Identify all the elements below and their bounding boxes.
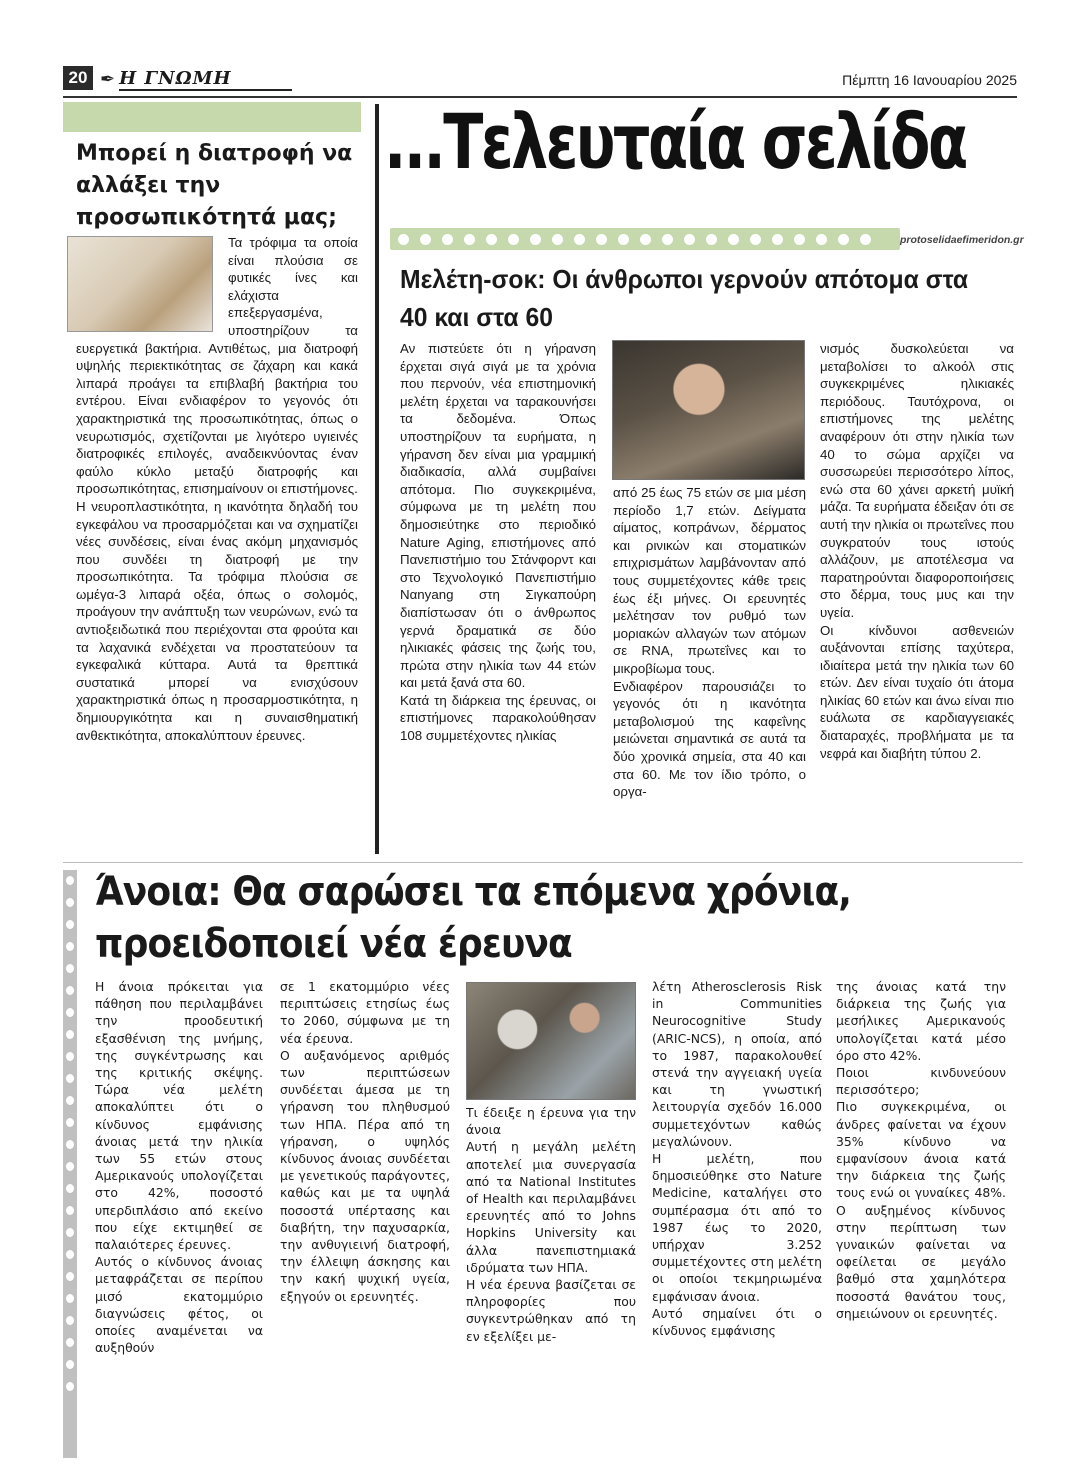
bottom-subheading: Τι έδειξε η έρευνα για την άνοια [466, 1105, 636, 1138]
mid-col3-paragraph: Οι κίνδυνοι ασθενειών αυξάνονται επίσης ταχύτερα, ιδιαίτερα μετά την ηλικία των 60 ετών. Δεν είναι τυχαίο ότι άτομα ηλικίας 60 ετών και άνω είναι πιο ευάλωτα σε καρδιαγγειακές διαταραχές, προβλήματα με τα νεφρά και διαβήτη τύπου 2. [820, 622, 1014, 761]
mid-col1-paragraph: Κατά τη διάρκεια της έρευνας, οι επιστήμονες παρακολούθησαν 108 συμμετέχοντες ηλικίας [400, 692, 596, 744]
mid-col2-paragraph: από 25 έως 75 ετών σε μια μέση περίοδο 1,7 ετών. Δείγματα αίματος, κοπράνων, δέρματος και ρινικών και στοματικών επιχρισμάτων λαμβάνονταν από τους συμμετέχοντες κάθε τρεις έως έξι μήνες. Οι ερευνητές μελέτησαν τον ρυθμό των μοριακών αλλαγών των ατόμων σε RNA, πρωτεΐνες και το μικροβίωμα τους. [613, 485, 806, 676]
bottom-column-1 [95, 978, 263, 1356]
left-paragraph-2: Η νευροπλαστικότητα, η ικανότητα δηλαδή του εγκεφάλου να προσαρμόζεται και να σχηματίζει νέες συνδέσεις, είναι ένας ακόμη μηχανισμός που συνδέει τη διατροφή με την προσωπικότητα. Τα τρόφιμα πλούσια σε ωμέγα-3 λιπαρά οξέα, όπως ο σολομός, προάγουν την ανάπτυξη των νευρώνων, ενώ τα αντιοξειδωτικά που περιέχονται στα φρούτα και τα λαχανικά ενδέχεται να προστατεύουν τα εγκεφαλικά κύτταρα. Αυτά τα θρεπτικά συστατικά μπορεί να ενισχύσουν χαρακτηριστικά όπως η προσαρμοστικότητα, η δημιουργικότητα και η συναισθηματική ανθεκτικότητα, αποκαλύπτουν έρευνες. [76, 498, 358, 743]
bottom-col2-paragraph: Ο αυξανόμενος αριθμός των περιπτώσεων συνδέεται άμεσα με τη γήρανση του πληθυσμού των ΗΠΑ. Πέρα από τη γήρανση, ο υψηλός κίνδυνος άνοιας συνδέεται με γενετικούς παράγοντες, καθώς και με τα υψηλά ποσοστά υπέρτασης και διαβήτη, την παχυσαρκία, την ανθυγιεινή διατροφή, την έλλειψη άσκησης και την κακή ψυχική υγεία, εξηγούν οι ερευνητές. [280, 1047, 450, 1304]
film-strip-decoration [63, 870, 77, 1458]
masthead [100, 64, 292, 94]
bottom-article-title: Άνοια: Θα σαρώσει τα επόμενα χρόνια, προειδοποιεί νέα έρευνα [95, 869, 852, 967]
bottom-col3-paragraph: Αυτή η μεγάλη μελέτη αποτελεί μια συνεργασία από τα National Institutes of Health και περιλαμβάνει ερευνητές από το Johns Hopkins University και άλλα πανεπιστημιακά ιδρύματα των ΗΠΑ. [466, 1139, 636, 1275]
mid-column-1 [400, 340, 596, 745]
paper-name: Η ΓΝΩΜΗ [119, 68, 291, 91]
caregiver-photo [466, 982, 636, 1100]
left-banner [63, 102, 361, 132]
bottom-column-5 [836, 978, 1006, 1322]
dots-banner [390, 228, 900, 250]
bottom-col4-paragraph: λέτη Atherosclerosis Risk in Communities Neurocognitive Study (ARIC-NCS), η οποία, από το 1987, παρακολουθεί στενά την αγγειακή υγεία και τη γνωστική λειτουργία σχεδόν 16.000 συμμετεχόντων καθώς μεγαλώνουν. [652, 979, 822, 1149]
quill-icon: ✒ [100, 68, 116, 89]
mid-col3-paragraph: νισμός δυσκολεύεται να μεταβολίσει το αλκοόλ στις συγκεκριμένες ηλικιακές περιόδους. Ταυτόχρονα, οι επιστήμονες της μελέτης αναφέρουν ότι στην ηλικία των 40 το σώμα αρχίζει να συσσωρεύει περισσότερο λίπος, ενώ στα 60 χάνει αρκετή μυϊκή μάζα. Τα ευρήματα έδειξαν ότι σε αυτή την ηλικία οι πρωτεΐνες που συγκρατούν τους ιστούς αλλάζουν, με αποτέλεσμα να παρατηρούνται διαφοροποιήσεις στο δέρμα, τους μυς και την υγεία. [820, 341, 1014, 620]
left-article-body [76, 234, 358, 744]
mid-article-title: Μελέτη-σοκ: Οι άνθρωποι γερνούν απότομα στα 40 και στα 60 [400, 264, 969, 332]
left-paragraph-1: Τα τρόφιμα τα οποία είναι πλούσια σε φυτικές ίνες και ελάχιστα επεξεργασμένα, υποστηρίζουν τα ευεργετικά βακτήρια. Αντιθέτως, μια διατροφή υψηλής περιεκτικότητας σε ζάχαρη και κακά λιπαρά προάγει τα επιβλαβή βακτήρια του εντέρου. Είναι ενδιαφέρον το γεγονός ότι χαρακτηριστικά της προσωπικότητας, όπως ο νευρωτισμός, σχετίζονται με λιγότερο υγιεινές διατροφικές επιλογές, αναδεικνύοντας έναν φαύλο κύκλο μεταξύ διατροφής και προσωπικότητας, επισημαίνουν οι επιστήμονες. [76, 235, 358, 497]
issue-date: Πέμπτη 16 Ιανουαρίου 2025 [842, 72, 1017, 88]
bottom-col5-paragraph: της άνοιας κατά την διάρκεια της ζωής για μεσήλικες Αμερικανούς υπολογίζεται κατά μέσο όρο στο 42%. [836, 979, 1006, 1063]
mid-column-3 [820, 340, 1014, 762]
bottom-col1-paragraph: Η άνοια πρόκειται για πάθηση που περιλαμβάνει την προοδευτική εξασθένιση της μνήμης, της συγκέντρωσης και της κριτικής σκέψης. Τώρα νέα μελέτη αποκαλύπτει ότι ο κίνδυνος εμφάνισης άνοιας μετά την ηλικία των 55 ετών στους Αμερικανούς υπολογίζεται στο 42%, ποσοστό υπερδιπλάσιο από εκείνο που είχε εκτιμηθεί σε παλαιότερες έρευνες. [95, 979, 263, 1253]
mid-col1-paragraph: Αν πιστεύετε ότι η γήρανση έρχεται σιγά σιγά με τα χρόνια που περνούν, νέα επιστημονική μελέτη έρχεται να ταρακουνήσει τα δεδομένα. Όπως υποστηρίζουν τα ευρήματα, η γήρανση δεν είναι μια γραμμική διαδικασία, αλλά συμβαίνει απότομα. Πιο συγκεκριμένα, σύμφωνα με τη μελέτη που δημοσιεύτηκε στο περιοδικό Nature Aging, επιστήμονες από Πανεπιστήμιο του Στάνφορντ και στο Τεχνολογικό Πανεπιστήμιο Ναnyang στη Σιγκαπούρη διαπίστωσαν ότι ο άνθρωπος γερνά δραματικά σε δύο ηλικιακές φάσεις της ζωής του, πρώτα στην ηλικία των 44 ετών και μετά ξανά στα 60. [400, 341, 596, 691]
bottom-column-3 [466, 1104, 636, 1345]
bottom-col5-paragraph: Πιο συγκεκριμένα, οι άνδρες φαίνεται να έχουν 35% κίνδυνο να εμφανίσουν άνοια κατά την διάρκεια της ζωής τους ενώ οι γυναίκες 48%. Ο αυξημένος κίνδυνος στην περίπτωση των γυναικών φαίνεται να οφείλεται σε μεγάλο βαθμό στα χαμηλότερα ποσοστά θανάτου τους, σημειώνουν οι ερευνητές. [836, 1099, 1006, 1321]
section-rule [63, 862, 1023, 863]
bottom-col2-paragraph: σε 1 εκατομμύριο νέες περιπτώσεις ετησίως έως το 2060, σύμφωνα με τη νέα έρευνα. [280, 979, 450, 1046]
bottom-column-4 [652, 978, 822, 1339]
bottom-subheading: Ποιοι κινδυνεύουν περισσότερο; [836, 1065, 1006, 1098]
left-article-title: Μπορεί η διατροφή να αλλάξει την προσωπικότητά μας; [76, 141, 353, 230]
column-divider [375, 104, 379, 854]
bottom-col1-paragraph: Αυτός ο κίνδυνος άνοιας μεταφράζεται σε περίπου μισό εκατομμύριο διαγνώσεις φέτος, οι οποίες αναμένεται να αυξηθούν [95, 1254, 263, 1356]
bottom-col4-paragraph: Η μελέτη, που δημοσιεύθηκε στο Nature Medicine, καταλήγει στο συμπέρασμα ότι από το 1987 έως το 2020, υπήρχαν 3.252 συμμετέχοντες στη μελέτη οι οποίοι τεκμηριωμένα εμφάνισαν άνοια. [652, 1151, 822, 1304]
bottom-column-2 [280, 978, 450, 1305]
mid-column-2 [613, 484, 806, 801]
thoughtful-woman-photo [612, 340, 805, 480]
source-site: protoselidaefimeridon.gr [900, 234, 1024, 246]
mid-col2-paragraph: Ενδιαφέρον παρουσιάζει το γεγονός ότι η ικανότητα μεταβολισμού της καφεΐνης μειώνεται σημαντικά σε αυτά τα δύο χρονικά σημεία, στα 40 και στα 60. Με τον ίδιο τρόπο, ο οργα- [613, 678, 806, 800]
bottom-col3-paragraph: Η νέα έρευνα βασίζεται σε πληροφορίες που συγκεντρώθηκαν από τη εν εξελίξει με- [466, 1277, 636, 1344]
section-title: ...Τελευταία σελίδα [384, 97, 966, 186]
page-number: 20 [63, 66, 93, 90]
bottom-col4-paragraph: Αυτό σημαίνει ότι ο κίνδυνος εμφάνισης [652, 1305, 822, 1339]
